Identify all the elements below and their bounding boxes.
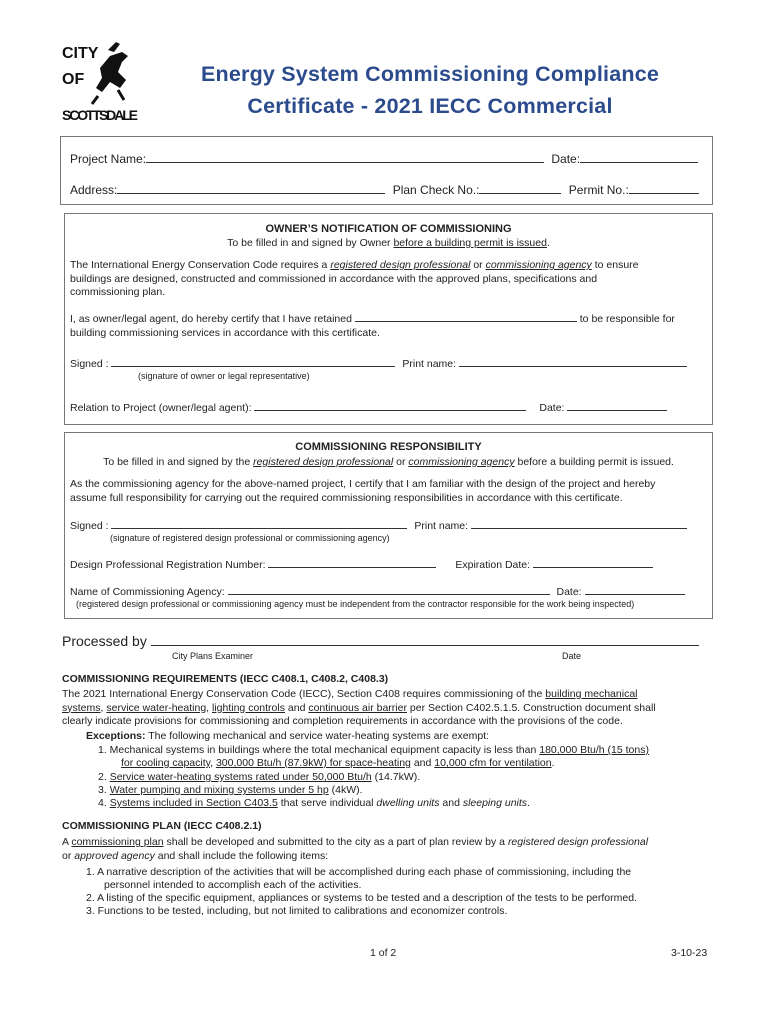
processed-by-field[interactable] — [151, 633, 699, 646]
responsibility-subheading: To be filled in and signed by the registered design professional or commissioning agency before a building permit is issued. — [103, 456, 674, 468]
responsibility-paragraph: As the commissioning agency for the above-named project, I certify that I am familiar with the design of the project and hereby assume full responsibility for carrying out the required commissioning responsibilities in accordance with this certificate. — [70, 478, 656, 504]
registration-number-field[interactable] — [268, 558, 436, 568]
owner-signature-note: (signature of owner or legal representative) — [138, 371, 310, 381]
page-number: 1 of 2 — [370, 947, 397, 959]
exception-item-2: 2. Service water-heating systems rated under 50,000 Btu/h (14.7kW). — [98, 771, 421, 783]
revision-date: 3-10-23 — [671, 947, 708, 959]
address-field[interactable] — [117, 184, 385, 194]
resp-signature-row: Signed : Print name: — [70, 519, 687, 532]
agency-name-field[interactable] — [228, 585, 550, 595]
exception-item-4: 4. Systems included in Section C403.5 that serve individual dwelling units and sleeping units. — [98, 797, 530, 809]
exception-item-3: 3. Water pumping and mixing systems under 5 hp (4kW). — [98, 784, 363, 796]
project-name-label: Project Name: — [70, 152, 147, 166]
permit-field[interactable] — [629, 184, 699, 194]
owner-date-field[interactable] — [567, 401, 667, 411]
project-date-label: Date: — [551, 152, 581, 166]
permit-label: Permit No.: — [568, 183, 629, 197]
plan-item-1-cont: personnel intended to accomplish each of the activities. — [104, 879, 362, 891]
exception-item-1-cont: for cooling capacity, 300,000 Btu/h (87.9kW) for space-heating and 10,000 cfm for ventilation. — [121, 757, 555, 769]
processed-by-row: Processed by — [62, 633, 699, 649]
agency-name-row: Name of Commissioning Agency: Date: — [70, 585, 685, 598]
plan-item-1: 1. A narrative description of the activities that will be accomplished during each phase of commissioning, including the — [86, 866, 632, 878]
owner-paragraph-1: The International Energy Conservation Code requires a registered design professional or commissioning agency to ensure buildings are designed, constructed and commissioned in accordance with the approved plans, specifications and commissioning plan. — [70, 259, 639, 298]
project-name-field[interactable] — [146, 153, 544, 163]
examiner-label: City Plans Examiner — [172, 651, 254, 661]
page-title: Energy System Commissioning Compliance Certificate - 2021 IECC Commercial — [200, 62, 660, 118]
svg-text:SCOTTSDALE: SCOTTSDALE — [62, 107, 138, 123]
registration-row: Design Professional Registration Number: Expiration Date: — [70, 558, 653, 571]
retained-agency-field[interactable] — [355, 312, 577, 322]
resp-date-field[interactable] — [585, 585, 685, 595]
owner-heading: OWNER’S NOTIFICATION OF COMMISSIONING — [265, 223, 512, 235]
resp-signature-note: (signature of registered design professional or commissioning agency) — [110, 533, 390, 543]
owner-subheading: To be filled in and signed by Owner before a building permit is issued. — [227, 237, 550, 249]
exception-item-1: 1. Mechanical systems in buildings where the total mechanical equipment capacity is less than 180,000 Btu/h (15 tons) — [98, 744, 649, 756]
owner-signature-row: Signed : Print name: — [70, 357, 687, 370]
svg-text:OF: OF — [62, 71, 85, 88]
plan-check-label: Plan Check No.: — [392, 183, 480, 197]
owner-paragraph-2: I, as owner/legal agent, do hereby certify that I have retained to be responsible for building commissioning services in accordance with this certificate. — [70, 313, 675, 339]
resp-print-name-field[interactable] — [471, 519, 687, 529]
address-label: Address: — [70, 183, 118, 197]
plan-heading: COMMISSIONING PLAN (IECC C408.2.1) — [62, 820, 262, 832]
svg-text:CITY: CITY — [62, 45, 99, 62]
resp-signature-field[interactable] — [111, 519, 407, 529]
requirements-paragraph: The 2021 International Energy Conservation Code (IECC), Section C408 requires commissioning of the building mechanical systems, service water-heating, lighting controls and continuous air barrier per Section C402.5.1.5. Construction document shall clearly indicate provisions for commissioning and completion requirements in accordance with the provisions of the code. — [62, 688, 656, 727]
plan-check-field[interactable] — [479, 184, 561, 194]
city-of-scottsdale-logo — [60, 40, 140, 124]
exceptions-line: Exceptions: The following mechanical and service water-heating systems are exempt: — [86, 730, 490, 742]
project-date-field[interactable] — [580, 153, 698, 163]
plan-item-2: 2. A listing of the specific equipment, appliances or systems to be tested and a description of the tests to be performed. — [86, 892, 637, 904]
relation-field[interactable] — [254, 401, 526, 411]
plan-paragraph: A commissioning plan shall be developed and submitted to the city as a part of plan review by a registered design professional or approved agency and shall include the following items: — [62, 836, 649, 862]
independence-note: (registered design professional or commissioning agency must be independent from the contractor responsible for the work being inspected) — [76, 599, 635, 609]
expiration-date-field[interactable] — [533, 558, 653, 568]
responsibility-heading: COMMISSIONING RESPONSIBILITY — [295, 441, 482, 453]
plan-item-3: 3. Functions to be tested, including, but not limited to calibrations and economizer controls. — [86, 905, 508, 917]
requirements-heading: COMMISSIONING REQUIREMENTS (IECC C408.1, C408.2, C408.3) — [62, 673, 389, 685]
address-row — [70, 183, 699, 197]
processed-date-label: Date — [562, 651, 582, 661]
project-name-row — [70, 152, 698, 166]
owner-signature-field[interactable] — [111, 357, 395, 367]
relation-row: Relation to Project (owner/legal agent): Date: — [70, 401, 667, 414]
owner-print-name-field[interactable] — [459, 357, 687, 367]
